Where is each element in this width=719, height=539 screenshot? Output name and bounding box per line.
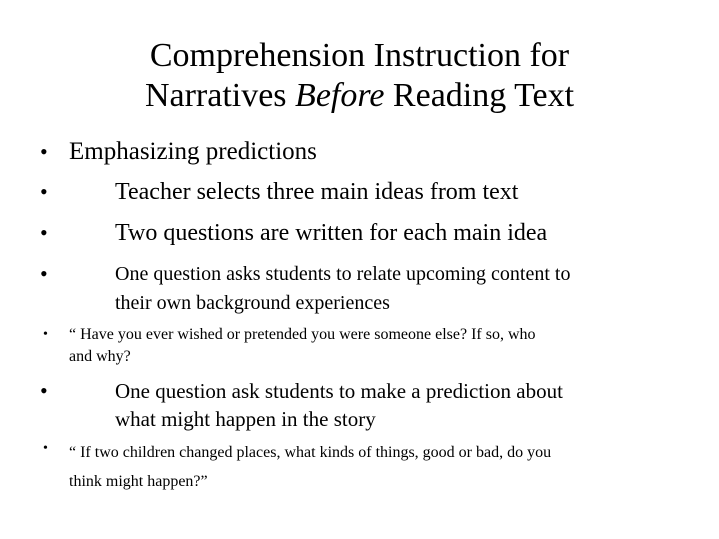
bullet-text <box>115 260 570 318</box>
slide-title <box>0 36 719 116</box>
bullet-marker: • <box>40 261 48 286</box>
bullet-line: “ Have you ever wished or pretended you were someone else? If so, who <box>69 326 536 343</box>
bullet-line: and why? <box>69 348 131 365</box>
bullet-line: Two questions are written for each main idea <box>115 220 548 246</box>
bullet-text <box>69 438 551 496</box>
title-line-2-prefix: Narratives <box>144 77 296 114</box>
bullet-line: “ If two children changed places, what kinds of things, good or bad, do you <box>69 444 552 461</box>
bullet-line: what might happen in the story <box>115 407 376 431</box>
bullet-line: Emphasizing predictions <box>69 138 317 165</box>
bullet-marker: • <box>43 441 48 456</box>
bullet-text <box>69 324 536 368</box>
title-line-1: Comprehension Instruction for <box>149 37 570 74</box>
bullet-text <box>115 377 563 433</box>
title-emphasis: Before <box>295 77 385 114</box>
bullet-marker: • <box>40 378 48 403</box>
bullet-line: Teacher selects three main ideas from text <box>115 179 519 205</box>
bullet-marker: • <box>40 220 48 245</box>
bullet-line: think might happen?” <box>69 473 208 490</box>
title-line-2-suffix: Reading Text <box>384 77 575 114</box>
bullet-line: their own background experiences <box>115 292 390 314</box>
title-line-2 <box>0 76 719 116</box>
bullet-line: One question asks students to relate upcoming content to <box>115 263 571 285</box>
bullet-line: One question ask students to make a prediction about <box>115 379 563 403</box>
bullet-marker: • <box>43 327 48 342</box>
bullet-marker: • <box>40 139 48 164</box>
bullet-text <box>115 178 518 206</box>
bullet-text <box>69 138 317 166</box>
bullet-text <box>115 219 547 247</box>
bullet-marker: • <box>40 179 48 204</box>
